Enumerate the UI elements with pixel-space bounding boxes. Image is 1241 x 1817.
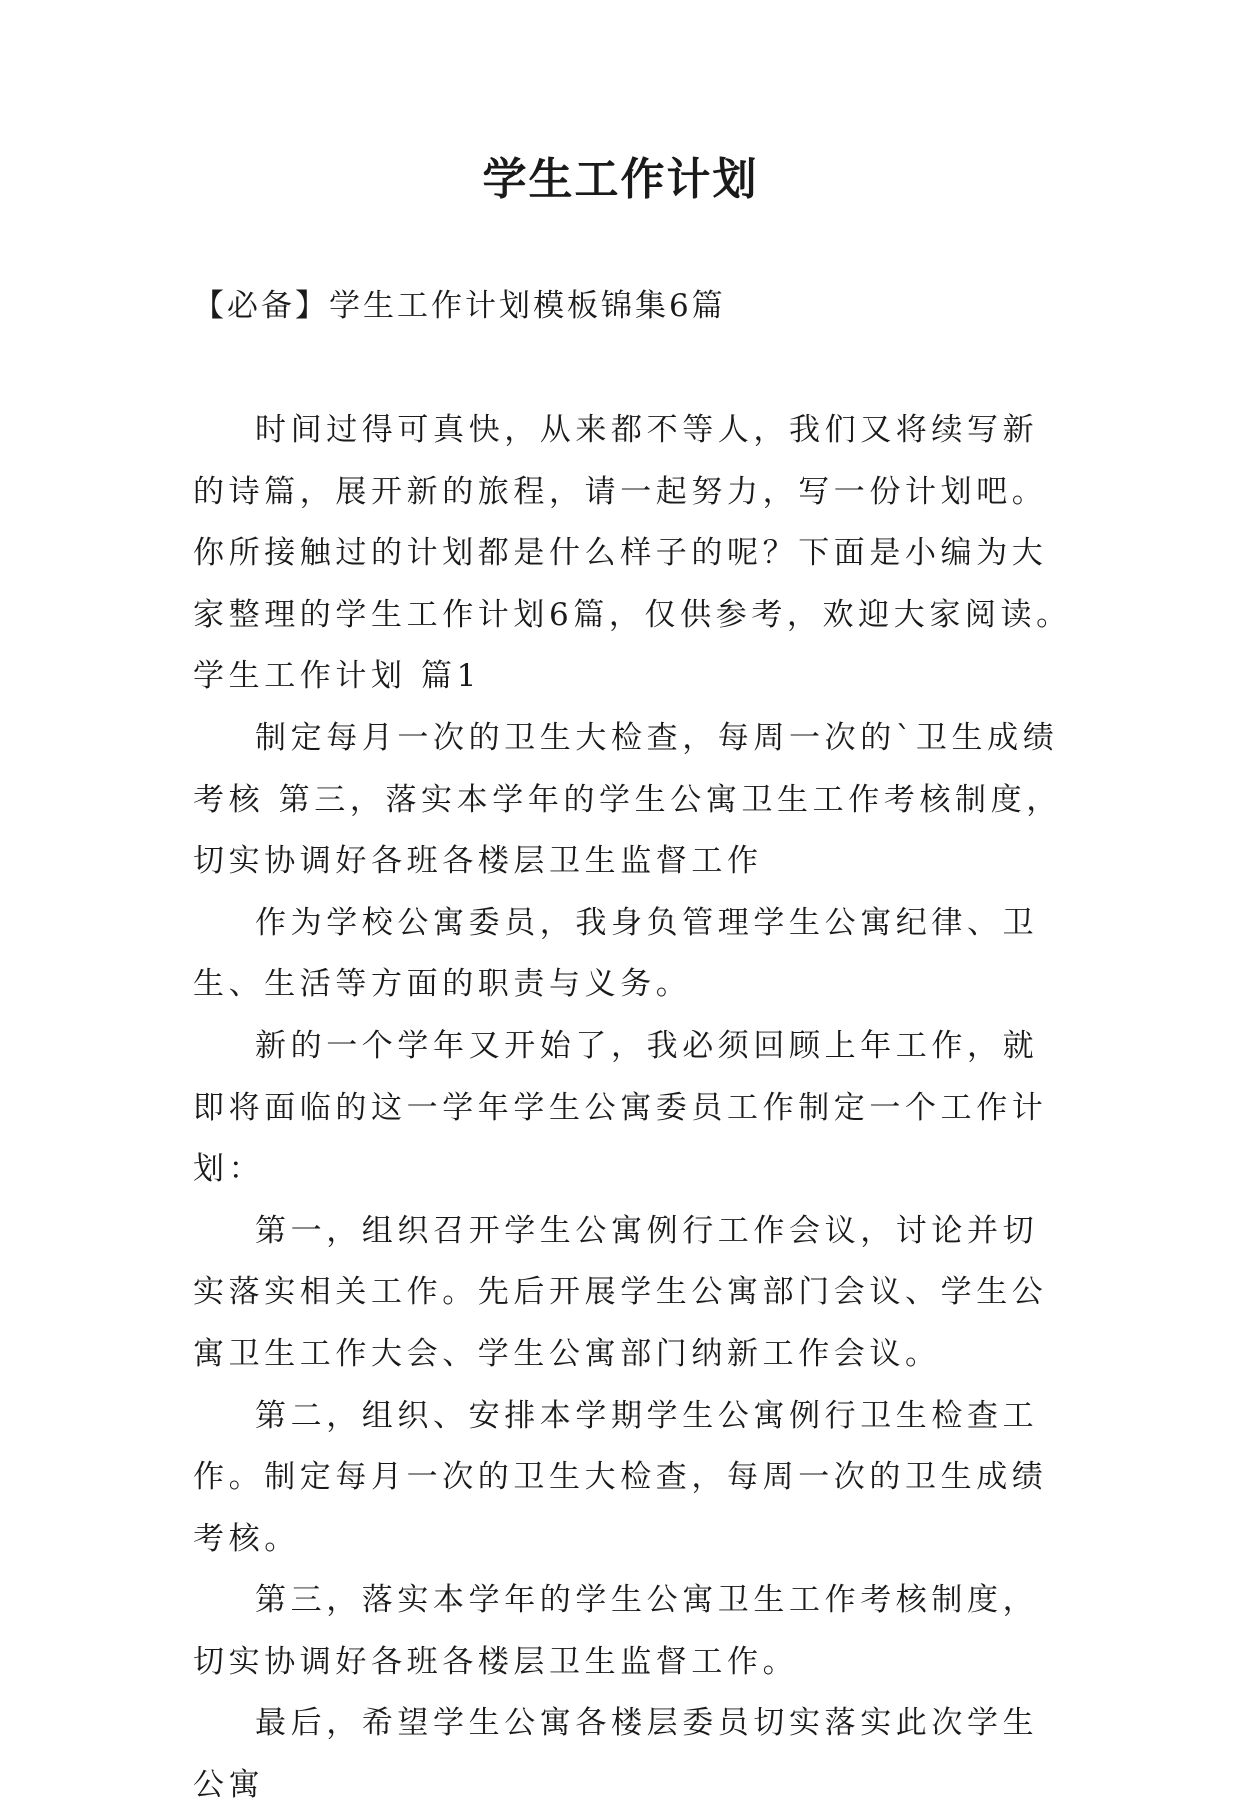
section-heading: 学生工作计划 篇1 [193, 658, 481, 695]
paragraph: 第三，落实本学年的学生公寓卫生工作考核制度，切实协调好各班各楼层卫生监督工作。 [193, 1582, 1039, 1680]
paragraph: 第一，组织召开学生公寓例行工作会议，讨论并切实落实相关工作。先后开展学生公寓部门会议、学生公寓卫生工作大会、学生公寓部门纳新工作会议。 [193, 1212, 1048, 1372]
paragraph: 作为学校公寓委员，我身负管理学生公寓纪律、卫生、生活等方面的职责与义务。 [193, 904, 1039, 1003]
document-body [193, 400, 1073, 1817]
paragraph: 最后，希望学生公寓各楼层委员切实落实此次学生公寓 [193, 1705, 1039, 1804]
document-title: 学生工作计划 [482, 154, 759, 205]
paragraph-intro: 时间过得可真快，从来都不等人，我们又将续写新的诗篇，展开新的旅程，请一起努力，写一份计划吧。你所接触过的计划都是什么样子的呢？下面是小编为大家整理的学生工作计划6篇，仅供参考，欢迎大家阅读。 [193, 412, 1072, 633]
paragraph: 制定每月一次的卫生大检查，每周一次的`卫生成绩考核 第三，落实本学年的学生公寓卫生工作考核制度，切实协调好各班各楼层卫生监督工作 [193, 719, 1062, 880]
paragraph: 第二，组织、安排本学期学生公寓例行卫生检查工作。制定每月一次的卫生大检查，每周一次的卫生成绩考核。 [193, 1397, 1048, 1557]
document-subtitle: 【必备】学生工作计划模板锦集6篇 [193, 288, 726, 324]
paragraph: 新的一个学年又开始了，我必须回顾上年工作，就即将面临的这一学年学生公寓委员工作制定一个工作计划： [193, 1027, 1048, 1188]
